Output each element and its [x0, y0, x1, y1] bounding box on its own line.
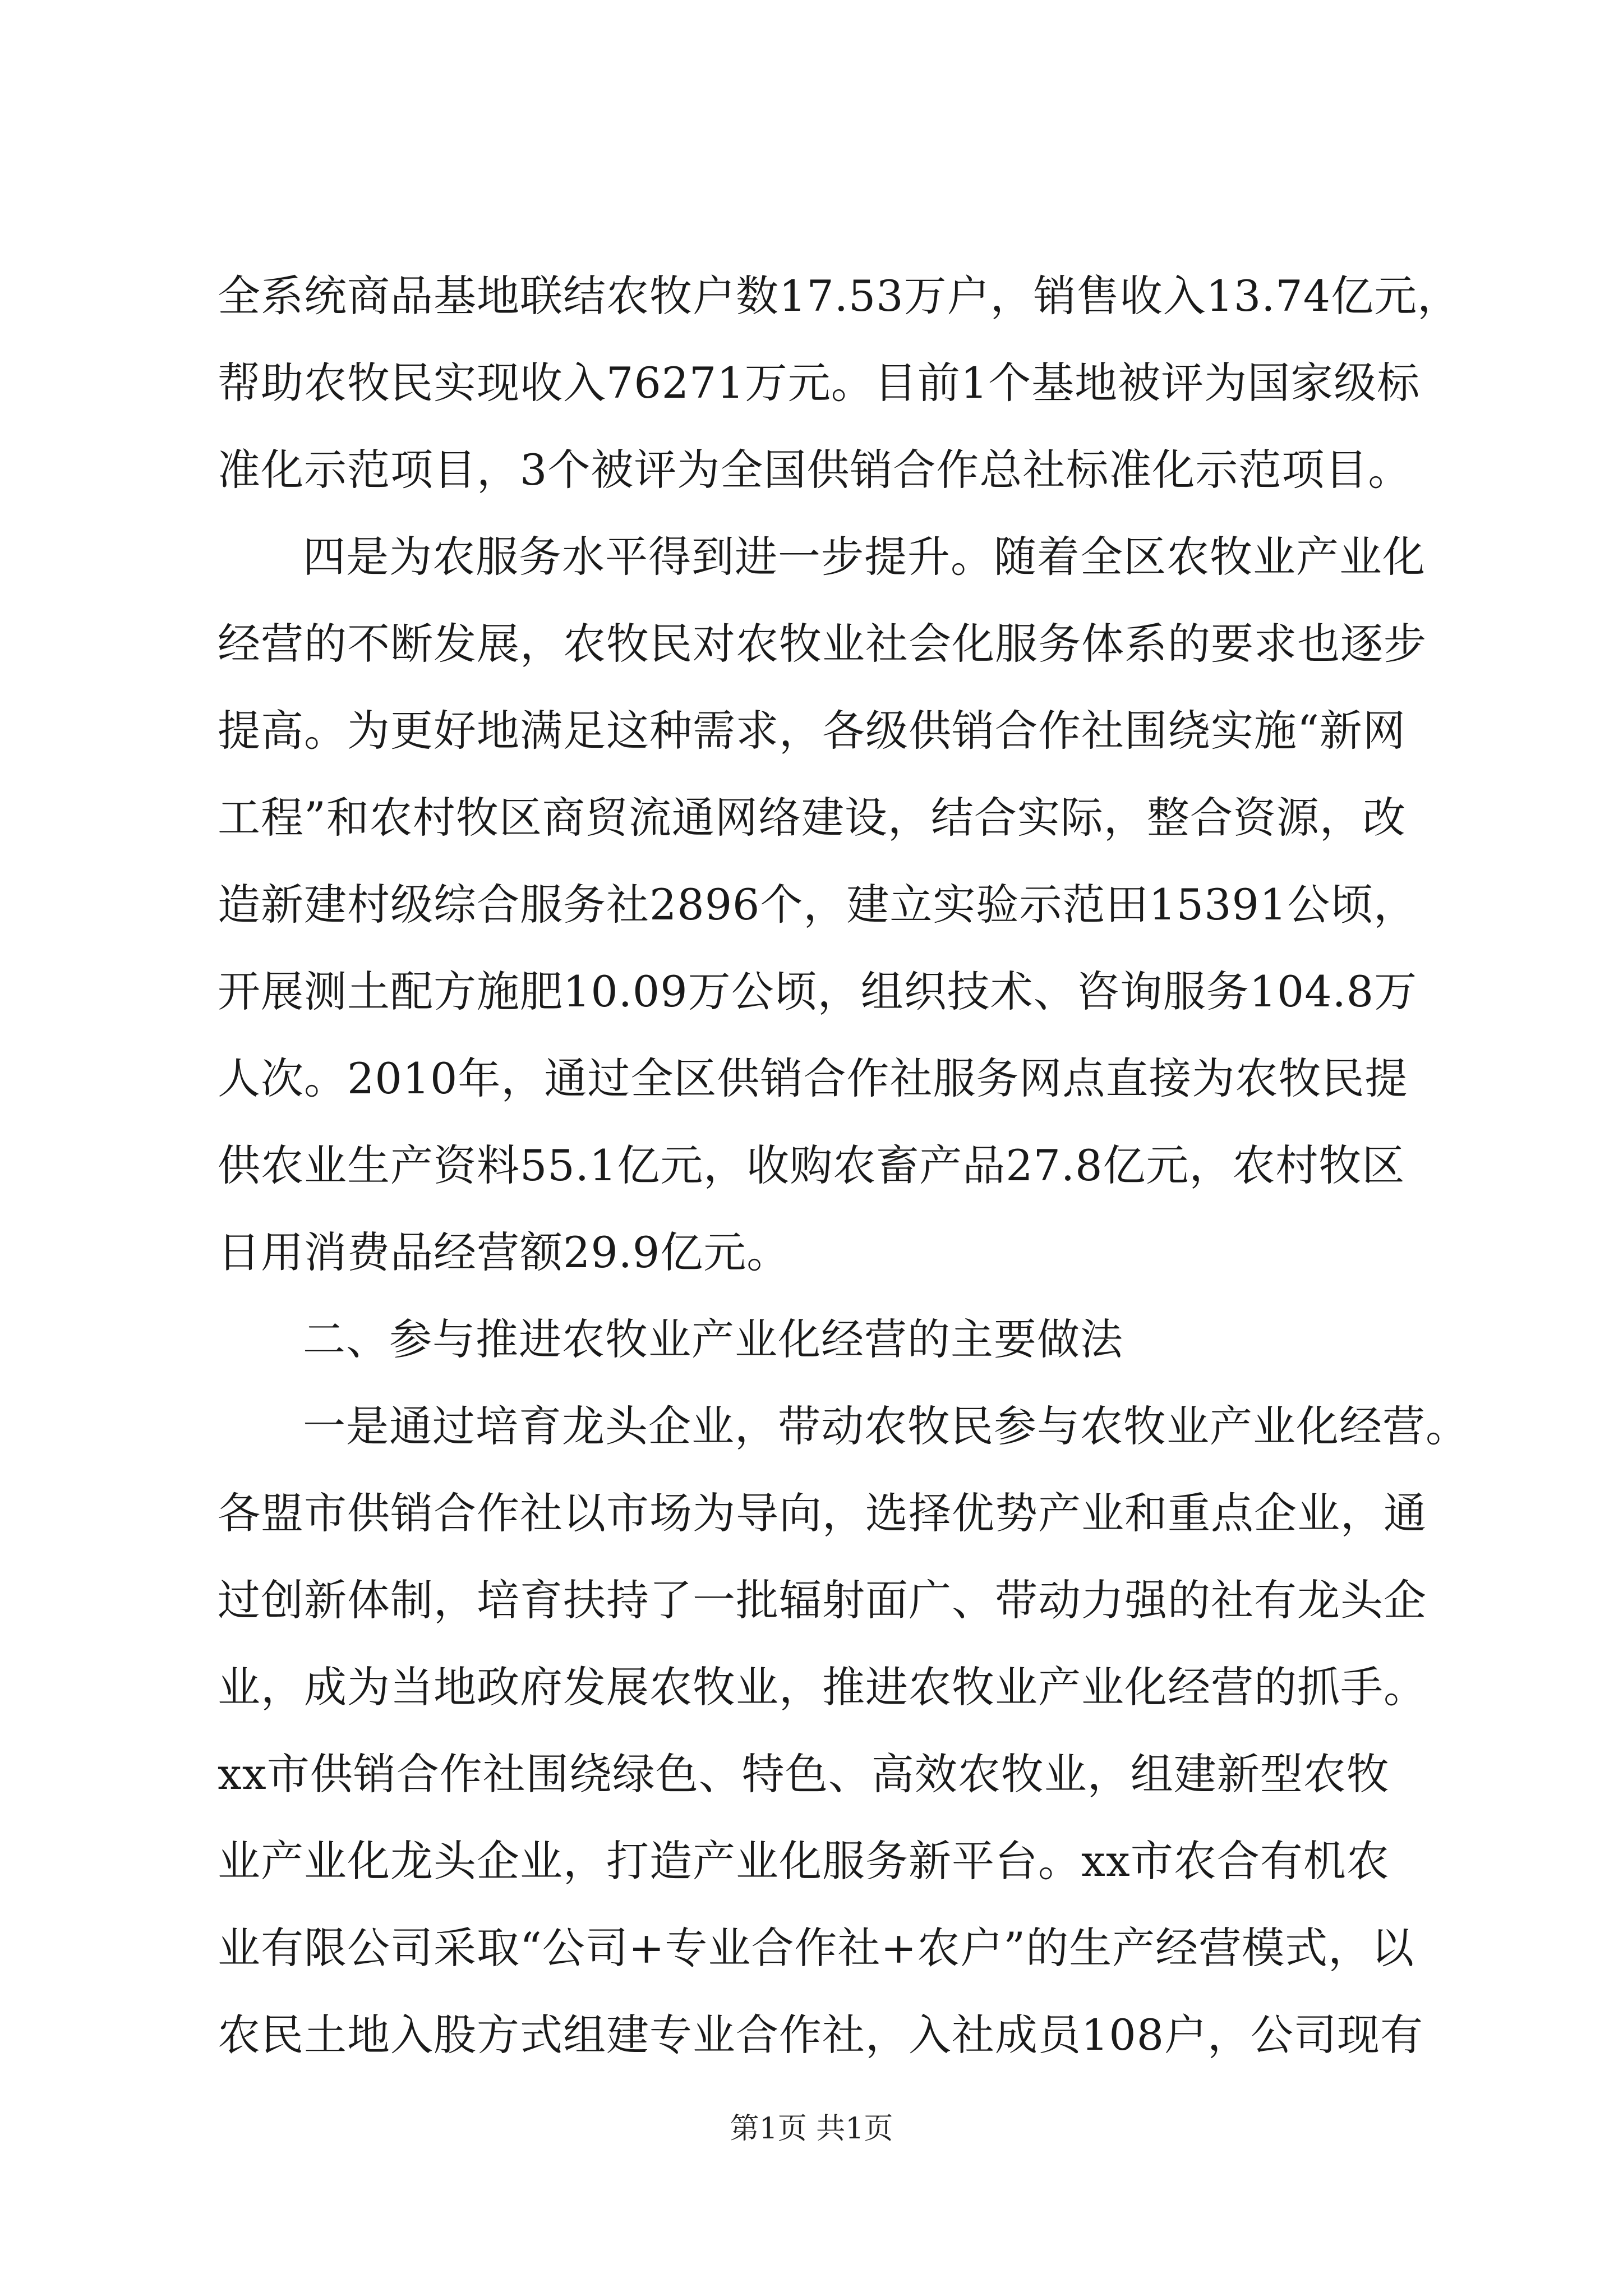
text-line: 人次。2010年，通过全区供销合作社服务网点直接为农牧民提: [218, 1053, 1408, 1103]
section-heading: 二、参与推进农牧业产业化经营的主要做法: [303, 1314, 1123, 1364]
text-line: 全系统商品基地联结农牧户数17.53万户，销售收入13.74亿元，: [218, 271, 1461, 321]
page-number: 第1页 共1页: [730, 2112, 893, 2146]
text-line: xx市供销合作社围绕绿色、特色、高效农牧业，组建新型农牧: [218, 1749, 1390, 1799]
text-line: 业产业化龙头企业，打造产业化服务新平台。xx市农合有机农: [218, 1836, 1390, 1886]
document-body: [218, 252, 1469, 2078]
text-line: 造新建村级综合服务社2896个，建立实验示范田15391公顷，: [218, 880, 1417, 930]
text-line: 提高。为更好地满足这种需求，各级供销合作社围绕实施“新网: [218, 706, 1406, 756]
text-line: 准化示范项目，3个被评为全国供销合作总社标准化示范项目。: [218, 445, 1412, 495]
text-line: 过创新体制，培育扶持了一批辐射面广、带动力强的社有龙头企: [218, 1575, 1427, 1625]
text-line: 业，成为当地政府发展农牧业，推进农牧业产业化经营的抓手。: [218, 1662, 1427, 1712]
page-footer: [0, 2109, 1623, 2148]
paragraph-start-line: 四是为农服务水平得到进一步提升。随着全区农牧业产业化: [303, 532, 1426, 582]
text-line: 日用消费品经营额29.9亿元。: [218, 1227, 790, 1277]
text-line: 各盟市供销合作社以市场为导向，选择优势产业和重点企业，通: [218, 1488, 1427, 1538]
paragraph-start-line: 一是通过培育龙头企业，带动农牧民参与农牧业产业化经营。: [303, 1401, 1469, 1451]
text-line: 工程”和农村牧区商贸流通网络建设，结合实际，整合资源，改: [218, 793, 1406, 843]
text-line: 帮助农牧民实现收入76271万元。目前1个基地被评为国家级标: [218, 358, 1421, 408]
text-line: 经营的不断发展，农牧民对农牧业社会化服务体系的要求也逐步: [218, 619, 1427, 669]
text-line: 供农业生产资料55.1亿元，收购农畜产品27.8亿元，农村牧区: [218, 1140, 1405, 1190]
text-line: 开展测土配方施肥10.09万公顷，组织技术、咨询服务104.8万: [218, 967, 1418, 1016]
text-line: 业有限公司采取“公司+专业合作社+农户”的生产经营模式，以: [218, 1923, 1415, 1973]
text-line: 农民土地入股方式组建专业合作社，入社成员108户，公司现有: [218, 2010, 1424, 2060]
